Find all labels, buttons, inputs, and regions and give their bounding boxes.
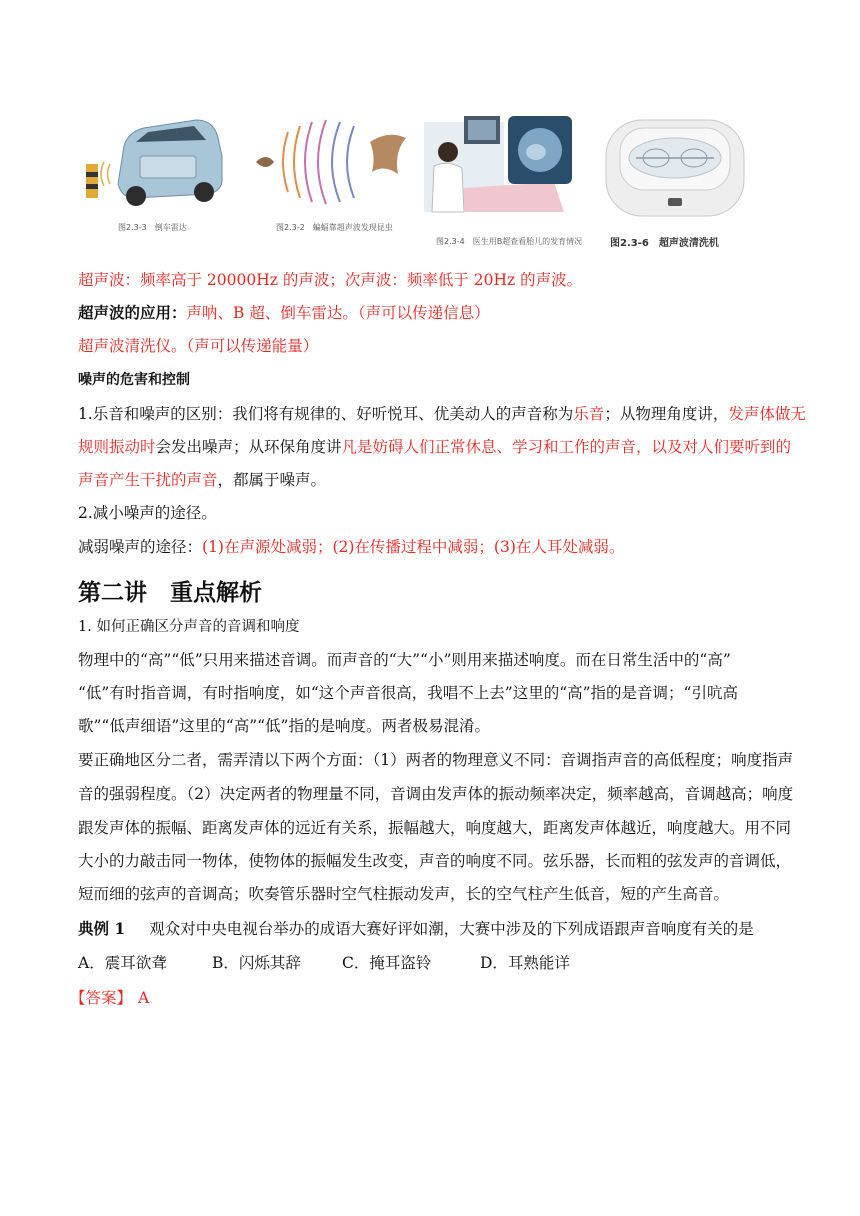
bat-image: [248, 112, 408, 212]
car-radar-figure: [78, 112, 224, 242]
text-span: 会发出噪声；从环保角度讲: [155, 438, 342, 456]
paragraph-1-line-1: 物理中的“高”“低”只用来描述音调。而声音的“大”“小”则用来描述响度。而在日常生活中的“高”: [78, 651, 731, 669]
highlight-span: 发声体做无: [728, 405, 806, 423]
ultrasound-definition: 超声波：频率高于 20000Hz 的声波；次声波：频率低于 20Hz 的声波。: [78, 271, 583, 289]
option-d: D．耳熟能详: [480, 954, 570, 972]
paragraph-1-line-2: “低”有时指音调，有时指响度，如“这个声音很高，我唱不上去”这里的“高”指的是音调；“引吭高: [78, 684, 738, 702]
highlight-span: (1)在声源处减弱；(2)在传播过程中减弱；(3)在人耳处减弱。: [202, 538, 625, 556]
cleaner-image: [600, 112, 750, 222]
example-options: [78, 953, 570, 973]
text-span: 1.乐音和噪声的区别：我们将有规律的、好听悦耳、优美动人的声音称为: [78, 405, 574, 423]
ultrasound-image: [424, 112, 574, 222]
text-span: ；从物理角度讲，: [604, 405, 729, 423]
example-text: 观众对中央电视台举办的成语大赛好评如潮，大赛中涉及的下列成语跟声音响度有关的是: [149, 920, 754, 938]
car-image: [78, 112, 224, 212]
noise-paragraph-line-3: [78, 470, 326, 490]
paragraph-2-line-1: 要正确地区分二者，需弄清以下两个方面：（1）两者的物理意义不同：音调指声音的高低程度；响度指声: [78, 751, 794, 769]
example-label: 典例 1: [78, 919, 126, 938]
bat-figure: [248, 112, 408, 242]
option-b: B．闪烁其辞: [212, 954, 301, 972]
figure-caption: 图2.3-2 蝙蝠靠超声波发现昆虫: [276, 223, 393, 232]
text-span: ，都属于噪声。: [217, 471, 327, 489]
answer-label: 【答案】: [70, 989, 133, 1007]
figure-row: [78, 112, 778, 252]
figure-caption: 图2.3-4 医生用B超查看胎儿的发育情况: [436, 237, 583, 246]
highlight-span: 乐音: [573, 405, 605, 423]
paragraph-2-line-4: 大小的力敲击同一物体，使物体的振幅发生改变，声音的响度不同。弦乐器，长而粗的弦发声的音调低，: [78, 852, 792, 870]
application-text: 声呐、B 超、倒车雷达。（声可以传递信息）: [186, 304, 490, 322]
paragraph-2-line-5: 短而细的弦声的音调高；吹奏管乐器时空气柱振动发声，长的空气柱产生低音，短的产生高音。: [78, 885, 730, 903]
paragraph-1-line-3: 歌”“低声细语”这里的“高”“低”指的是响度。两者极易混淆。: [78, 717, 490, 735]
ultrasonic-cleaner-figure: [590, 112, 770, 250]
option-a: A．震耳欲聋: [78, 954, 167, 972]
paragraph-2-line-3: 跟发声体的振幅、距离发声体的远近有关系，振幅越大，响度越大，距离发声体越近，响度越大。用不同: [78, 819, 792, 837]
example-question: [78, 919, 754, 939]
highlight-span: 凡是妨碍人们正常休息、学习和工作的声音，以及对人们要听到的: [341, 438, 792, 456]
option-c: C．掩耳盗铃: [342, 954, 432, 972]
answer-value: A: [138, 989, 150, 1007]
application-label: 超声波的应用：: [78, 303, 187, 322]
highlight-span: 规则振动时: [78, 438, 156, 456]
ultrasound-cleaner-line: 超声波清洗仪。（声可以传递能量）: [78, 337, 319, 355]
text-span: 减弱噪声的途径：: [78, 538, 203, 556]
figure-caption: 图2.3-6 超声波清洗机: [610, 238, 719, 249]
noise-paragraph-line-2: [78, 437, 791, 457]
noise-heading: 噪声的危害和控制: [78, 372, 190, 388]
reduce-noise-methods: [78, 537, 624, 557]
question-1-title: 1. 如何正确区分声音的音调和响度: [78, 619, 300, 635]
example-answer: [70, 988, 149, 1008]
paragraph-2-line-2: 音的强弱程度。（2）决定两者的物理量不同，音调由发声体的振动频率决定，频率越高，音调越高；响度: [78, 785, 794, 803]
highlight-span: 声音产生干扰的声音: [78, 471, 218, 489]
figure-caption: 图2.3-3 倒车雷达: [118, 223, 187, 232]
reduce-noise-title: 2.减小噪声的途径。: [78, 504, 217, 522]
b-ultrasound-figure: [424, 112, 583, 250]
noise-paragraph-line-1: [78, 404, 806, 424]
section-title: 第二讲 重点解析: [78, 580, 262, 606]
ultrasound-application: [78, 303, 490, 323]
